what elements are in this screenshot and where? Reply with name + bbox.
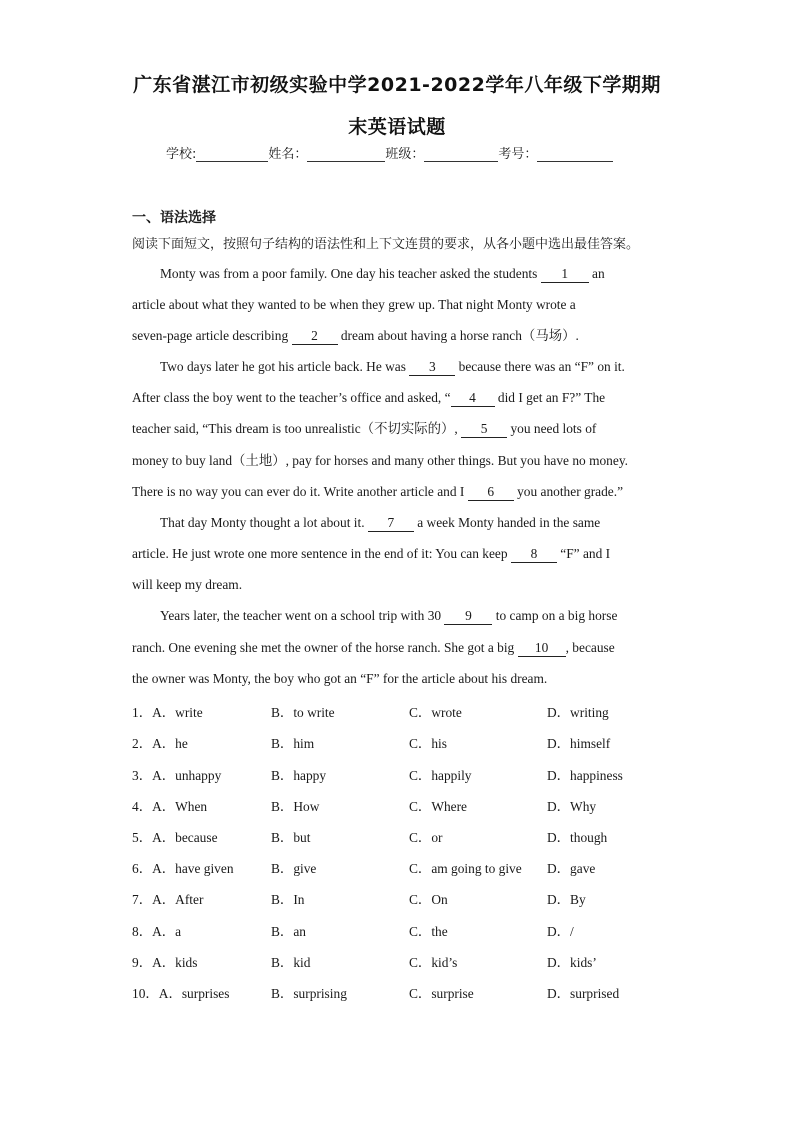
option-c[interactable]: C．surprise xyxy=(409,986,474,1001)
option-a[interactable]: 8．A．a xyxy=(132,924,182,939)
school-label: 学校: xyxy=(166,147,197,162)
option-a[interactable]: 4．A．When xyxy=(132,799,208,814)
page-title-line2: 末英语试题 xyxy=(348,116,446,138)
option-d[interactable]: D．happiness xyxy=(547,768,623,783)
option-a[interactable]: 9．A．kids xyxy=(132,955,198,970)
option-c[interactable]: C．On xyxy=(409,892,448,907)
option-c[interactable]: C．happily xyxy=(409,768,472,783)
question-10 xyxy=(132,983,692,1001)
blank-10[interactable]: 10 xyxy=(518,641,566,657)
option-b[interactable]: B．him xyxy=(271,736,315,751)
option-c[interactable]: C．Where xyxy=(409,799,468,814)
option-b[interactable]: B．How xyxy=(271,799,320,814)
option-d[interactable]: D．surprised xyxy=(547,986,620,1001)
question-2 xyxy=(132,733,692,751)
option-d[interactable]: D．Why xyxy=(547,799,597,814)
option-a[interactable]: 2．A．he xyxy=(132,736,188,751)
passage-line: Years later, the teacher went on a school trip with 30 9 to camp on a big horse xyxy=(160,608,618,623)
blank-2[interactable]: 2 xyxy=(292,329,338,345)
passage-line: teacher said, “This dream is too unrealistic（不切实际的）, 5 you need lots of xyxy=(132,421,597,436)
school-field[interactable] xyxy=(196,147,268,162)
option-b[interactable]: B．give xyxy=(271,861,317,876)
option-d[interactable]: D．writing xyxy=(547,705,609,720)
name-field[interactable] xyxy=(307,147,385,162)
section-heading: 一、语法选择 xyxy=(132,210,216,226)
option-c[interactable]: C．wrote xyxy=(409,705,462,720)
question-5 xyxy=(132,827,692,845)
passage-line: Monty was from a poor family. One day his teacher asked the students 1 an xyxy=(160,266,605,281)
option-b[interactable]: B．but xyxy=(271,830,311,845)
option-d[interactable]: D．himself xyxy=(547,736,611,751)
question-4 xyxy=(132,796,692,814)
option-d[interactable]: D．gave xyxy=(547,861,596,876)
option-d[interactable]: D．though xyxy=(547,830,608,845)
passage-line: seven-page article describing 2 dream about having a horse ranch（马场）. xyxy=(132,328,579,343)
page-title-line1: 广东省湛江市初级实验中学2021-2022学年八年级下学期期 xyxy=(133,74,661,96)
option-b[interactable]: B．kid xyxy=(271,955,311,970)
option-b[interactable]: B．In xyxy=(271,892,305,907)
option-a[interactable]: 10．A．surprises xyxy=(132,986,230,1001)
option-a[interactable]: 5．A．because xyxy=(132,830,218,845)
passage-line: ranch. One evening she met the owner of the horse ranch. She got a big 10 , because xyxy=(132,640,615,655)
option-b[interactable]: B．an xyxy=(271,924,306,939)
option-b[interactable]: B．surprising xyxy=(271,986,347,1001)
option-c[interactable]: C．kid’s xyxy=(409,955,458,970)
option-d[interactable]: D．By xyxy=(547,892,586,907)
blank-1[interactable]: 1 xyxy=(541,267,589,283)
option-b[interactable]: B．to write xyxy=(271,705,335,720)
passage-line: will keep my dream. xyxy=(132,577,243,592)
student-info-row xyxy=(166,143,636,162)
passage-line: article about what they wanted to be when they grew up. That night Monty wrote a xyxy=(132,297,576,312)
exam-no-label: 考号： xyxy=(498,147,538,162)
passage-line: That day Monty thought a lot about it. 7 a week Monty handed in the same xyxy=(160,515,601,530)
exam-no-field[interactable] xyxy=(537,147,613,162)
question-3 xyxy=(132,765,692,783)
name-label: 姓名： xyxy=(268,147,308,162)
blank-4[interactable]: 4 xyxy=(451,391,495,407)
option-d[interactable]: D．/ xyxy=(547,924,574,939)
question-8 xyxy=(132,921,692,939)
question-9 xyxy=(132,952,692,970)
passage-line: Two days later he got his article back. He was 3 because there was an “F” on it. xyxy=(160,359,625,374)
passage-line: money to buy land（土地）, pay for horses and many other things. But you have no money. xyxy=(132,453,628,468)
question-1 xyxy=(132,702,692,720)
blank-3[interactable]: 3 xyxy=(409,360,455,376)
option-a[interactable]: 6．A．have given xyxy=(132,861,234,876)
option-c[interactable]: C．the xyxy=(409,924,448,939)
blank-9[interactable]: 9 xyxy=(444,609,492,625)
passage-line: After class the boy went to the teacher’s office and asked, “ 4 did I get an F?” The xyxy=(132,390,606,405)
section-instruction: 阅读下面短文，按照句子结构的语法性和上下文连贯的要求，从各小题中选出最佳答案。 xyxy=(132,237,640,252)
option-d[interactable]: D．kids’ xyxy=(547,955,597,970)
blank-8[interactable]: 8 xyxy=(511,547,557,563)
option-a[interactable]: 3．A．unhappy xyxy=(132,768,222,783)
passage-line: the owner was Monty, the boy who got an “F” for the article about his dream. xyxy=(132,671,548,686)
option-a[interactable]: 7．A．After xyxy=(132,892,204,907)
option-b[interactable]: B．happy xyxy=(271,768,327,783)
option-c[interactable]: C．his xyxy=(409,736,447,751)
passage-line: article. He just wrote one more sentence in the end of it: You can keep 8 “F” and I xyxy=(132,546,611,561)
question-6 xyxy=(132,858,692,876)
blank-5[interactable]: 5 xyxy=(461,422,507,438)
option-c[interactable]: C．am going to give xyxy=(409,861,522,876)
option-a[interactable]: 1．A．write xyxy=(132,705,203,720)
blank-7[interactable]: 7 xyxy=(368,516,414,532)
option-c[interactable]: C．or xyxy=(409,830,443,845)
class-label: 班级： xyxy=(385,147,425,162)
question-7 xyxy=(132,889,692,907)
class-field[interactable] xyxy=(424,147,498,162)
blank-6[interactable]: 6 xyxy=(468,485,514,501)
passage-line: There is no way you can ever do it. Write another article and I 6 you another grade.” xyxy=(132,484,624,499)
